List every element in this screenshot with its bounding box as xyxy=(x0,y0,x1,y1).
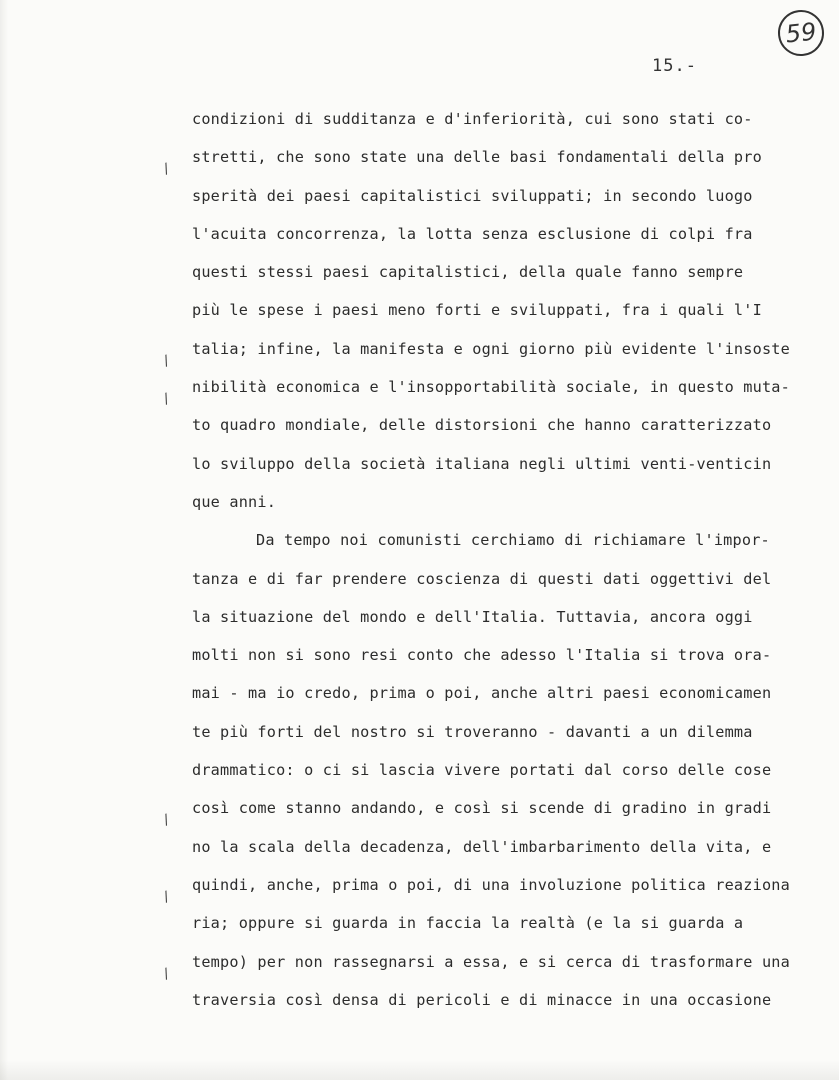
text-line-content: sperità dei paesi capitalistici sviluppati; in secondo luogo xyxy=(192,186,753,205)
text-line-content: Da tempo noi comunisti cerchiamo di richiamare l'impor- xyxy=(256,531,770,550)
text-line-content: questi stessi paesi capitalistici, della quale fanno sempre xyxy=(192,263,744,282)
margin-correction-mark: / xyxy=(161,160,172,178)
text-line-content: traversia così densa di pericoli e di minacce in una occasione xyxy=(192,990,772,1009)
text-line xyxy=(192,713,832,751)
text-line-content: tanza e di far prendere coscienza di questi dati oggettivi del xyxy=(192,569,772,588)
stamp-number: 59 xyxy=(784,17,818,49)
text-line-content: condizioni di sudditanza e d'inferiorità, cui sono stati co- xyxy=(192,110,753,128)
text-line-content: ria; oppure si guarda in faccia la realtà (e la si guarda a xyxy=(192,914,744,933)
text-line xyxy=(192,177,832,215)
text-line xyxy=(192,445,832,483)
text-line-content: te più forti del nostro si troveranno - davanti a un dilemma xyxy=(192,722,753,741)
text-line xyxy=(161,330,832,370)
text-line xyxy=(192,560,832,598)
text-line-content: la situazione del mondo e dell'Italia. Tuttavia, ancora oggi xyxy=(192,607,753,626)
text-line xyxy=(192,636,832,674)
margin-correction-mark: / xyxy=(161,390,172,408)
text-line-content: talia; infine, la manifesta e ogni giorno più evidente l'insoste xyxy=(192,339,790,358)
text-line-content: più le spese i paesi meno forti e sviluppati, fra i quali l'I xyxy=(192,301,762,320)
text-line xyxy=(192,674,832,712)
text-line-content: stretti, che sono state una delle basi fondamentali della pro xyxy=(192,148,762,167)
text-line xyxy=(192,598,832,636)
archive-stamp xyxy=(776,8,827,59)
text-line xyxy=(192,406,832,444)
text-line xyxy=(161,866,832,906)
text-line-content: tempo) per non rassegnarsi a essa, e si cerca di trasformare una xyxy=(192,952,790,971)
text-line xyxy=(192,483,832,521)
text-line-content: drammatico: o ci si lascia vivere portati dal corso delle cose xyxy=(192,761,772,780)
text-line-content: mai - ma io credo, prima o poi, anche altri paesi economicamen xyxy=(192,684,772,703)
text-line-content: l'acuita concorrenza, la lotta senza esclusione di colpi fra xyxy=(192,224,753,243)
body-text xyxy=(161,100,832,1019)
margin-correction-mark: / xyxy=(161,965,172,982)
text-line xyxy=(192,828,832,866)
text-line xyxy=(192,100,832,138)
text-line xyxy=(192,291,832,329)
text-line-content: molti non si sono resi conto che adesso l'Italia si trova ora- xyxy=(192,646,772,665)
text-line-content: quindi, anche, prima o poi, di una involuzione politica reaziona xyxy=(192,875,790,894)
text-line-content: no la scala della decadenza, dell'imbarbarimento della vita, e xyxy=(192,837,772,856)
text-line-content: così come stanno andando, e così si scende di gradino in gradi xyxy=(192,799,772,818)
text-line xyxy=(192,904,832,942)
text-line-content: que anni. xyxy=(192,492,277,511)
page-number: 15.- xyxy=(652,56,697,76)
text-line xyxy=(192,981,832,1019)
text-line xyxy=(192,521,832,559)
text-line xyxy=(192,215,832,253)
text-line-content: lo sviluppo della società italiana negli ultimi venti-venticin xyxy=(192,454,772,473)
text-line-content: to quadro mondiale, delle distorsioni che hanno caratterizzato xyxy=(192,416,772,435)
text-line xyxy=(161,138,832,178)
margin-correction-mark: / xyxy=(161,888,172,906)
text-line xyxy=(161,789,832,829)
margin-correction-mark: / xyxy=(161,811,172,829)
text-line xyxy=(161,943,832,982)
margin-correction-mark: / xyxy=(161,352,172,370)
text-line-content: nibilità economica e l'insopportabilità sociale, in questo muta- xyxy=(192,378,790,397)
text-line xyxy=(192,751,832,789)
text-line xyxy=(161,368,832,408)
text-line xyxy=(192,253,832,291)
